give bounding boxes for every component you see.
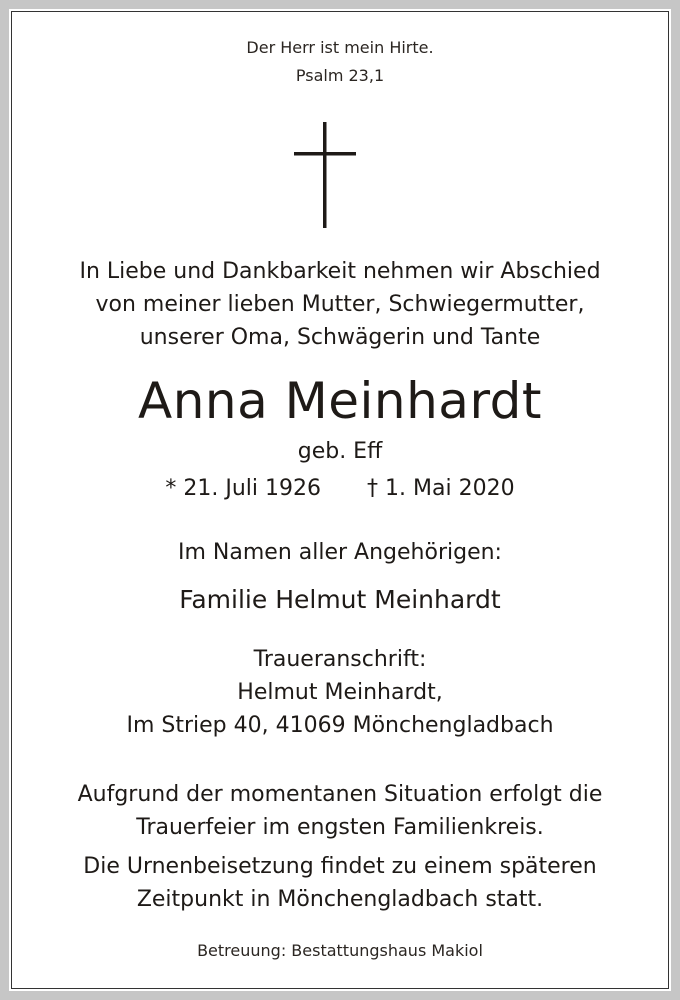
notice-line-3: Die Urnenbeisetzung findet zu einem späteren <box>83 854 597 879</box>
signature-family: Familie Helmut Meinhardt <box>179 585 501 614</box>
notice-line-1: Aufgrund der momentanen Situation erfolgt die <box>77 782 603 807</box>
notice-line-2: Trauerfeier im engsten Familienkreis. <box>136 815 544 840</box>
birth-name: geb. Eff <box>297 439 383 464</box>
cross-icon <box>0 122 680 228</box>
address-label: Traueranschrift: <box>253 647 427 672</box>
bible-verse: Der Herr ist mein Hirte. <box>246 38 434 57</box>
address-street-city: Im Striep 40, 41069 Mönchengladbach <box>126 713 554 738</box>
intro-line-3: unserer Oma, Schwägerin und Tante <box>139 325 541 350</box>
notice-line-4: Zeitpunkt in Mönchengladbach statt. <box>136 887 544 912</box>
birth-date: * 21. Juli 1926 <box>165 476 322 501</box>
bible-reference: Psalm 23,1 <box>295 66 385 85</box>
intro-line-1: In Liebe und Dankbarkeit nehmen wir Abschied <box>79 259 601 284</box>
intro-line-2: von meiner lieben Mutter, Schwiegermutter, <box>95 292 585 317</box>
life-dates <box>0 474 680 504</box>
signature-intro: Im Namen aller Angehörigen: <box>178 540 502 565</box>
address-name: Helmut Meinhardt, <box>237 680 443 705</box>
deceased-name: Anna Meinhardt <box>138 372 542 430</box>
death-date: † 1. Mai 2020 <box>367 476 515 501</box>
funeral-home-credit: Betreuung: Bestattungshaus Makiol <box>197 941 483 960</box>
